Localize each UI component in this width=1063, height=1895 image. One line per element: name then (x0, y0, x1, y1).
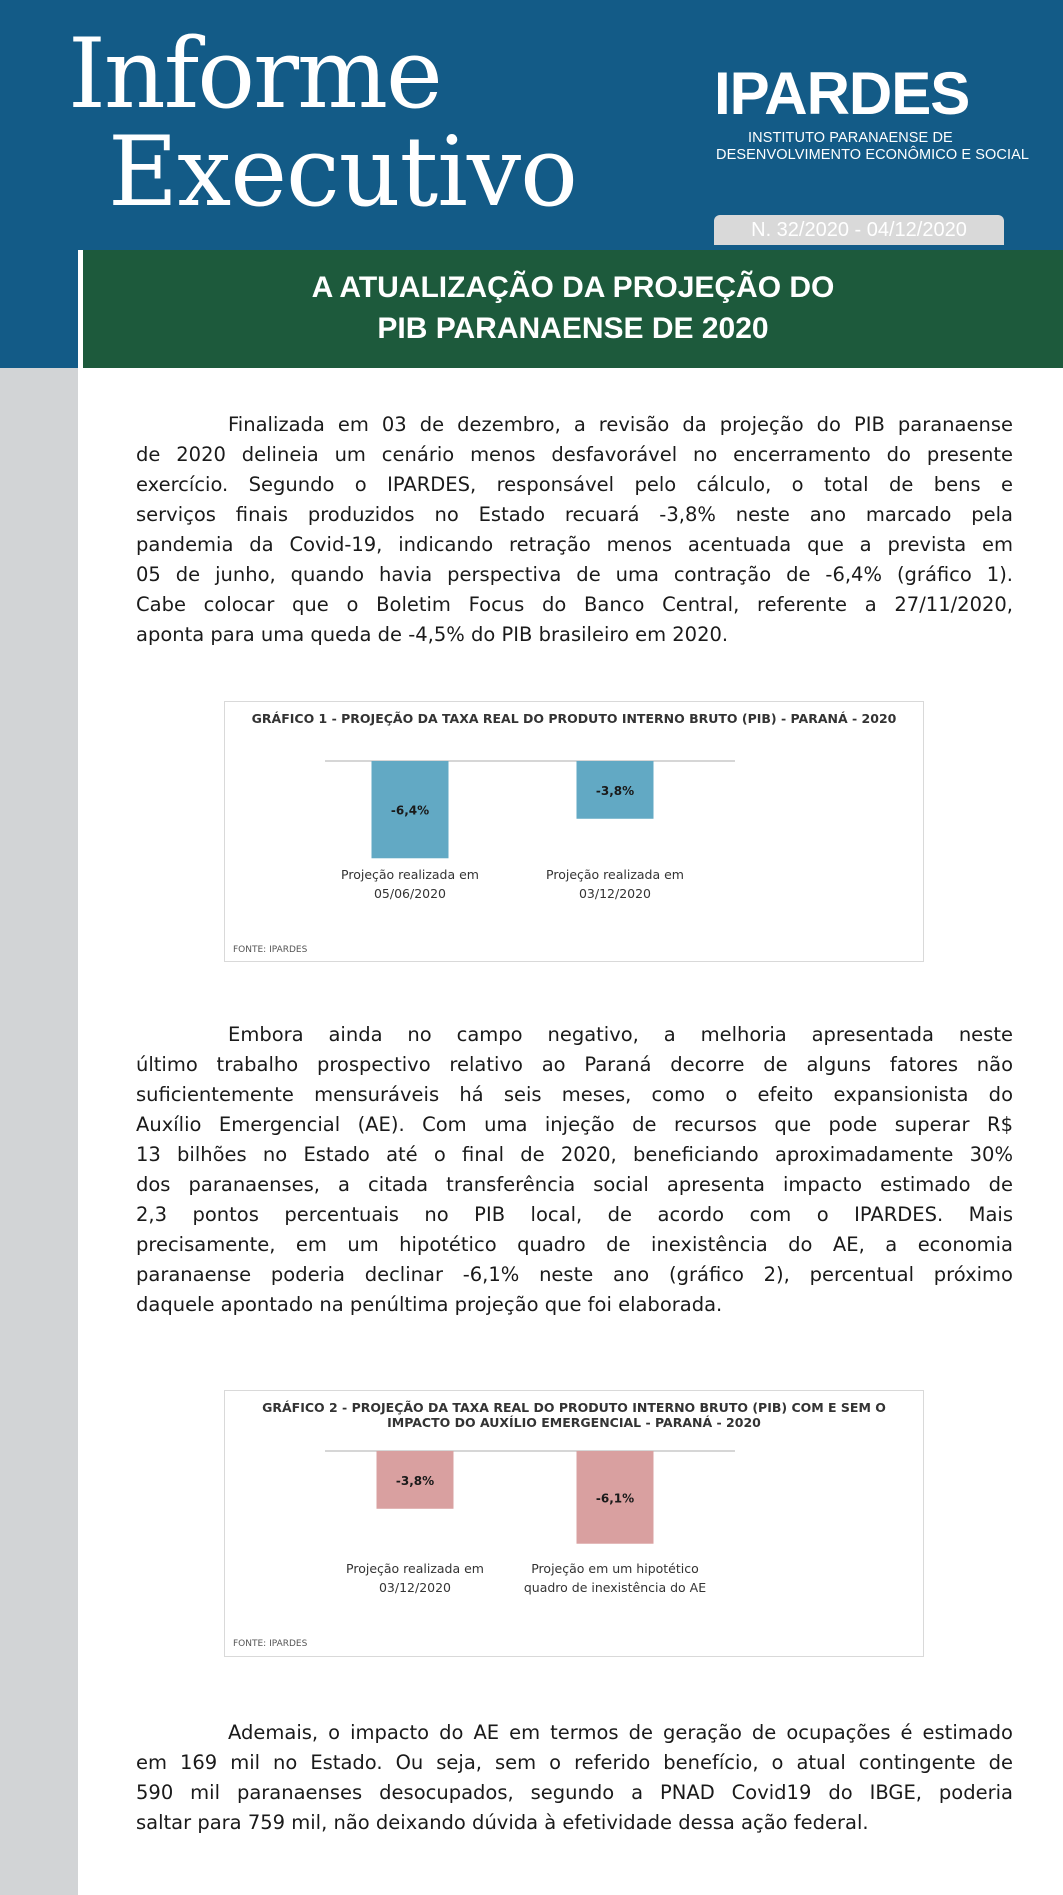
logo-subtitle-2: DESENVOLVIMENTO ECONÔMICO E SOCIAL (716, 147, 1030, 163)
logo-subtitle-1: INSTITUTO PARANAENSE DE (748, 130, 953, 146)
chart-1-title: GRÁFICO 1 - PROJEÇÃO DA TAXA REAL DO PRODUTO INTERNO BRUTO (PIB) - PARANÁ - 2020 (251, 711, 897, 726)
paragraph-1-line: serviços finais produzidos no Estado recuará -3,8% neste ano marcado pela (136, 503, 1013, 526)
left-margin-blue-block (0, 250, 78, 368)
chart-1-data-label: -6,4% (390, 803, 430, 818)
chart-2-category-label: quadro de inexistência do AE (523, 1580, 707, 1595)
paragraph-1-line: 05 de junho, quando havia perspectiva de uma contração de -6,4% (gráfico 1). (136, 563, 1013, 586)
paragraph-2-line: Auxílio Emergencial (AE). Com uma injeção de recursos que pode superar R$ (136, 1113, 1013, 1136)
masthead-line-2: Executivo (108, 116, 577, 228)
paragraph-3 (136, 1718, 1013, 1838)
chart-2-category-label: 03/12/2020 (378, 1580, 452, 1595)
paragraph-1-line: Finalizada em 03 de dezembro, a revisão da projeção do PIB paranaense (228, 413, 1013, 436)
paragraph-3-line: Ademais, o impacto do AE em termos de geração de ocupações é estimado (228, 1721, 1013, 1744)
article-title (83, 250, 1063, 368)
masthead-line-1: Informe (68, 18, 441, 130)
chart-2-title-line-1: GRÁFICO 2 - PROJEÇÃO DA TAXA REAL DO PRODUTO INTERNO BRUTO (PIB) COM E SEM O (262, 1400, 886, 1415)
chart-2-data-label: -3,8% (395, 1473, 435, 1488)
paragraph-2-line: 13 bilhões no Estado até o final de 2020, beneficiando aproximadamente 30% (136, 1143, 1013, 1166)
paragraph-2 (136, 1020, 1013, 1320)
chart-1 (224, 701, 924, 962)
paragraph-1-line: pandemia da Covid-19, indicando retração menos acentuada que a prevista em (136, 533, 1013, 556)
paragraph-1-line: aponta para uma queda de -4,5% do PIB brasileiro em 2020. (136, 623, 729, 646)
paragraph-1-line: exercício. Segundo o IPARDES, responsável pelo cálculo, o total de bens e (136, 473, 1013, 496)
chart-1-category-label: 03/12/2020 (578, 886, 652, 901)
chart-1-plot (225, 702, 923, 961)
paragraph-2-line: daquele apontado na penúltima projeção que foi elaborada. (136, 1293, 723, 1316)
header-banner (0, 0, 1063, 250)
chart-2-category-label: Projeção realizada em (346, 1561, 484, 1576)
paragraph-3-line: em 169 mil no Estado. Ou seja, sem o referido benefício, o atual contingente de (136, 1751, 1013, 1774)
paragraph-1 (136, 410, 1013, 650)
title-line-1: A ATUALIZAÇÃO DA PROJEÇÃO DO (311, 271, 835, 304)
ipardes-logo (714, 60, 1030, 174)
paragraph-2-line: dos paranaenses, a citada transferência social apresenta impacto estimado de (136, 1173, 1013, 1196)
paragraph-2-line: 2,3 pontos percentuais no PIB local, de acordo com o IPARDES. Mais (136, 1203, 1013, 1226)
chart-2-category-label: Projeção em um hipotético (531, 1561, 699, 1576)
issue-number: N. 32/2020 - 04/12/2020 (714, 215, 1004, 245)
paragraph-3-line: 590 mil paranaenses desocupados, segundo a PNAD Covid19 do IBGE, poderia (136, 1781, 1013, 1804)
chart-1-source: FONTE: IPARDES (233, 945, 308, 955)
chart-2-title-line-2: IMPACTO DO AUXÍLIO EMERGENCIAL - PARANÁ - 2020 (387, 1415, 761, 1430)
chart-2 (224, 1390, 924, 1657)
logo-wordmark: IPARDES (714, 60, 970, 127)
chart-2-plot (225, 1391, 923, 1656)
chart-1-category-label: Projeção realizada em (341, 867, 479, 882)
paragraph-2-line: último trabalho prospectivo relativo ao Paraná decorre de alguns fatores não (136, 1053, 1013, 1076)
chart-1-category-label: 05/06/2020 (373, 886, 447, 901)
paragraph-2-line: Embora ainda no campo negativo, a melhoria apresentada neste (228, 1023, 1013, 1046)
chart-2-data-label: -6,1% (595, 1491, 635, 1506)
paragraph-2-line: precisamente, em um hipotético quadro de inexistência do AE, a economia (136, 1233, 1013, 1256)
paragraph-2-line: paranaense poderia declinar -6,1% neste ano (gráfico 2), percentual próximo (136, 1263, 1013, 1286)
chart-2-source: FONTE: IPARDES (233, 1639, 308, 1649)
paragraph-1-line: Cabe colocar que o Boletim Focus do Banco Central, referente a 27/11/2020, (136, 593, 1013, 616)
paragraph-1-line: de 2020 delineia um cenário menos desfavorável no encerramento do presente (136, 443, 1013, 466)
left-margin-stripe (0, 250, 78, 1895)
title-line-2: PIB PARANAENSE DE 2020 (377, 312, 769, 345)
chart-1-category-label: Projeção realizada em (546, 867, 684, 882)
paragraph-2-line: suficientemente mensuráveis há seis meses, como o efeito expansionista do (136, 1083, 1013, 1106)
chart-1-data-label: -3,8% (595, 783, 635, 798)
paragraph-3-line: saltar para 759 mil, não deixando dúvida à efetividade dessa ação federal. (136, 1811, 869, 1834)
